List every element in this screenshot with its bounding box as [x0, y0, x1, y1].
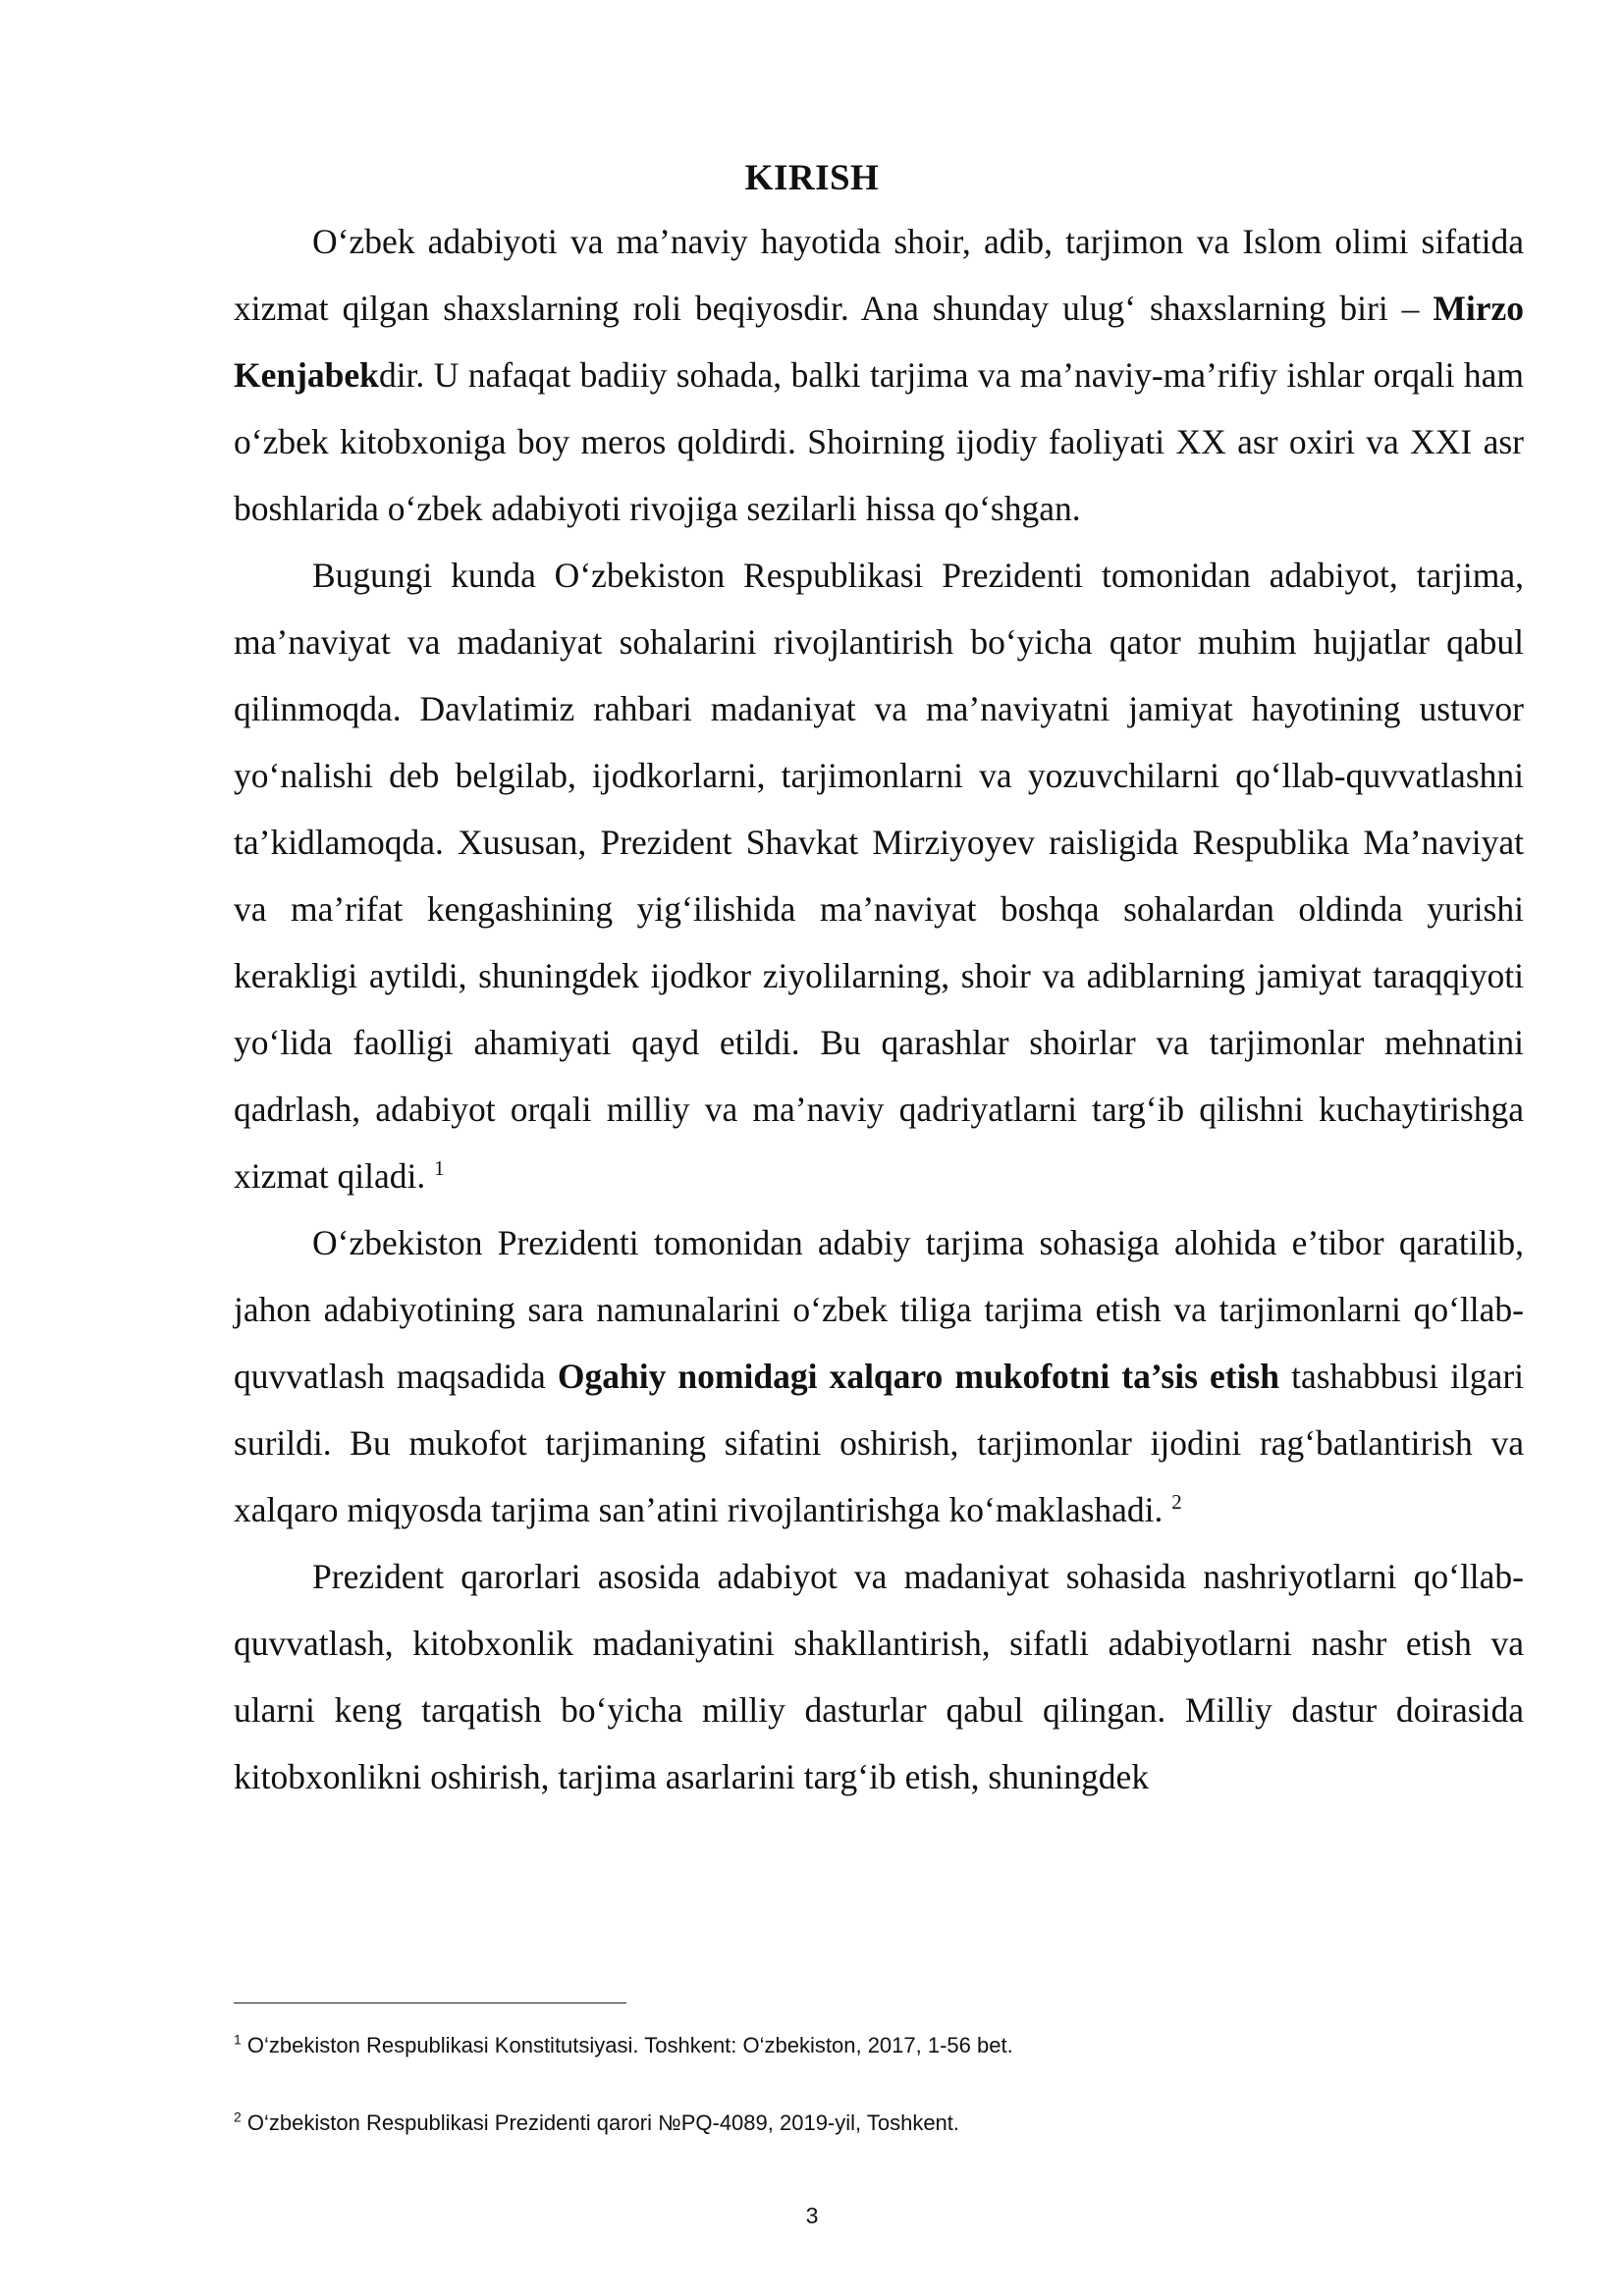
footnote-1: [234, 2031, 1524, 2060]
paragraph-1-text-b: dir. U nafaqat badiiy sohada, balki tarjima va ma’naviy-ma’rifiy ishlar orqali ham o‘zbek kitobxoniga boy meros qoldirdi. Shoirning ijodiy faoliyati XX asr oxiri va XXI asr boshlarida o‘zbek adabiyoti rivojiga sezilarli hissa qo‘shgan.: [234, 355, 1524, 528]
page-number: 3: [805, 2203, 819, 2228]
footnote-1-mark: 1: [234, 2031, 242, 2048]
paragraph-3: [234, 1209, 1524, 1543]
footnote-ref-1[interactable]: 1: [434, 1156, 445, 1181]
footnote-2: [234, 2109, 1524, 2138]
award-name-bold: Ogahiy nomidagi xalqaro mukofotni ta’sis etish: [557, 1357, 1279, 1396]
paragraph-4: [234, 1543, 1524, 1810]
section-title: KIRISH: [744, 158, 880, 198]
paragraph-3-text-b: tashabbusi ilgari surildi. Bu mukofot tarjimaning sifatini oshirish, tarjimonlar ijodini rag‘batlantirish va xalqaro miqyosda tarjima san’atini rivojlantirishga ko‘maklashadi.: [234, 1357, 1525, 1529]
footnote-ref-2[interactable]: 2: [1171, 1490, 1182, 1515]
body-text: [234, 208, 1524, 1810]
paragraph-4-text: Prezident qarorlari asosida adabiyot va madaniyat sohasida nashriyotlarni qo‘llab-quvvatlash, kitobxonlik madaniyatini shakllantirish, sifatli adabiyotlarni nashr etish va ularni keng tarqatish bo‘yicha milliy dasturlar qabul qilingan. Milliy dastur doirasida kitobxonlikni oshirish, tarjima asarlarini targ‘ib etish, shuningdek: [234, 1557, 1524, 1796]
paragraph-2: [234, 542, 1524, 1209]
paragraph-2-text: Bugungi kunda O‘zbekiston Respublikasi Prezidenti tomonidan adabiyot, tarjima, ma’naviyat va madaniyat sohalarini rivojlantirish bo‘yicha qator muhim hujjatlar qabul qilinmoqda. Davlatimiz rahbari madaniyat va ma’naviyatni jamiyat hayotining ustuvor yo‘nalishi deb belgilab, ijodkorlarni, tarjimonlarni va yozuvchilarni qo‘llab-quvvatlashni ta’kidlamoqda. Xususan, Prezident Shavkat Mirziyoyev raisligida Respublika Ma’naviyat va ma’rifat kengashining yig‘ilishida ma’naviyat boshqa sohalardan oldinda yurishi kerakligi aytildi, shuningdek ijodkor ziyolilarning, shoir va adiblarning jamiyat taraqqiyoti yo‘lida faolligi ahamiyati qayd etildi. Bu qarashlar shoirlar va tarjimonlar mehnatini qadrlash, adabiyot orqali milliy va ma’naviy qadriyatlarni targ‘ib qilishni kuchaytirishga xizmat qiladi.: [234, 556, 1524, 1196]
paragraph-1: [234, 208, 1524, 542]
footnote-separator: [234, 2002, 626, 2003]
footnote-1-text: O‘zbekiston Respublikasi Konstitutsiyasi. Toshkent: O‘zbekiston, 2017, 1-56 bet.: [241, 2033, 1013, 2057]
footnote-2-mark: 2: [234, 2109, 242, 2125]
paragraph-3-text-a: O‘zbekiston Prezidenti tomonidan adabiy tarjima sohasiga alohida e’tibor qaratilib, jahon adabiyotining sara namunalarini o‘zbek tiliga tarjima etish va tarjimonlarni qo‘llab-quvvatlash maqsadida: [234, 1223, 1524, 1396]
footnote-2-text: O‘zbekiston Respublikasi Prezidenti qarori №PQ-4089, 2019-yil, Toshkent.: [241, 2110, 960, 2135]
paragraph-1-text-a: O‘zbek adabiyoti va ma’naviy hayotida shoir, adib, tarjimon va Islom olimi sifatida xizmat qilgan shaxslarning roli beqiyosdir. Ana shunday ulug‘ shaxslarning biri –: [234, 222, 1524, 328]
author-name-bold: Mirzo Kenjabek: [234, 289, 1524, 395]
